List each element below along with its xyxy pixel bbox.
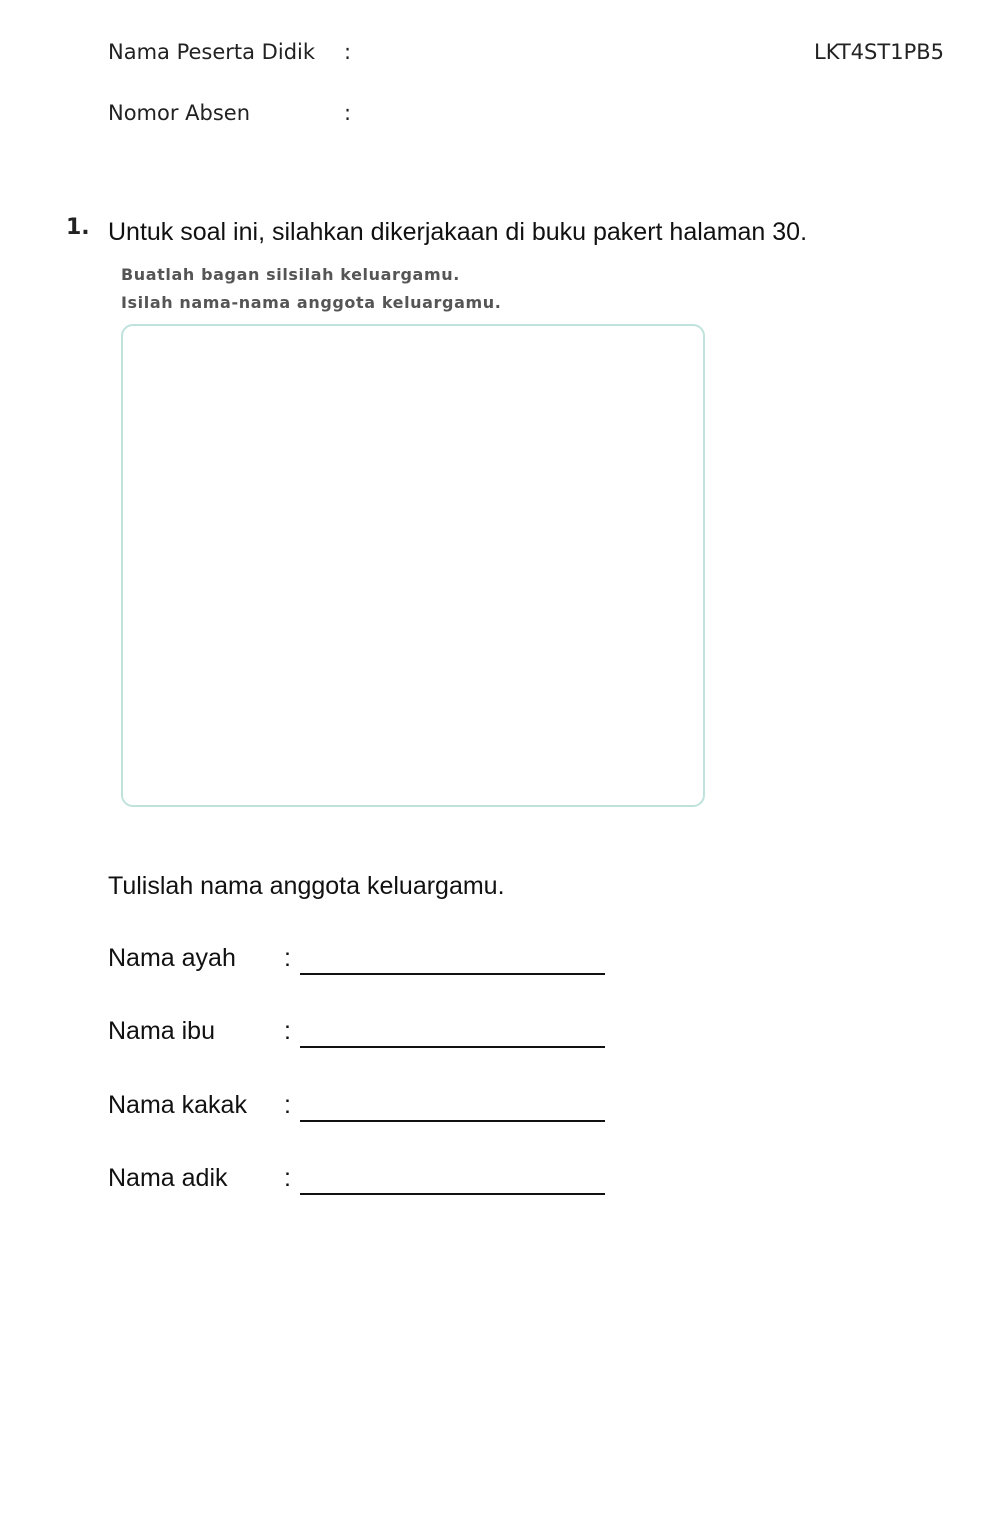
textbook-instruction-2: Isilah nama-nama anggota keluargamu. bbox=[121, 293, 502, 312]
textbook-instruction-1: Buatlah bagan silsilah keluargamu. bbox=[121, 265, 460, 284]
question-text: Untuk soal ini, silahkan dikerjakaan di buku pakert halaman 30. bbox=[108, 218, 808, 246]
question-number: 1. bbox=[66, 215, 90, 240]
younger-sibling-name-label: Nama adik bbox=[108, 1164, 228, 1192]
student-name-colon: : bbox=[344, 40, 352, 64]
document-code: LKT4ST1PB5 bbox=[814, 40, 944, 64]
attendance-number-label: Nomor Absen bbox=[108, 101, 251, 125]
mother-name-blank[interactable] bbox=[300, 1046, 605, 1048]
family-tree-drawing-box[interactable] bbox=[121, 324, 705, 807]
younger-sibling-name-colon: : bbox=[284, 1164, 291, 1192]
father-name-field bbox=[108, 944, 628, 978]
father-name-colon: : bbox=[284, 944, 291, 972]
mother-name-field bbox=[108, 1017, 628, 1051]
older-sibling-name-blank[interactable] bbox=[300, 1120, 605, 1122]
older-sibling-name-label: Nama kakak bbox=[108, 1091, 247, 1119]
mother-name-label: Nama ibu bbox=[108, 1017, 215, 1045]
father-name-label: Nama ayah bbox=[108, 944, 236, 972]
older-sibling-name-colon: : bbox=[284, 1091, 291, 1119]
student-name-label: Nama Peserta Didik bbox=[108, 40, 316, 64]
younger-sibling-name-field bbox=[108, 1164, 628, 1198]
mother-name-colon: : bbox=[284, 1017, 291, 1045]
attendance-number-colon: : bbox=[344, 101, 352, 125]
older-sibling-name-field bbox=[108, 1091, 628, 1125]
family-names-instruction: Tulislah nama anggota keluargamu. bbox=[108, 872, 505, 900]
father-name-blank[interactable] bbox=[300, 973, 605, 975]
younger-sibling-name-blank[interactable] bbox=[300, 1193, 605, 1195]
